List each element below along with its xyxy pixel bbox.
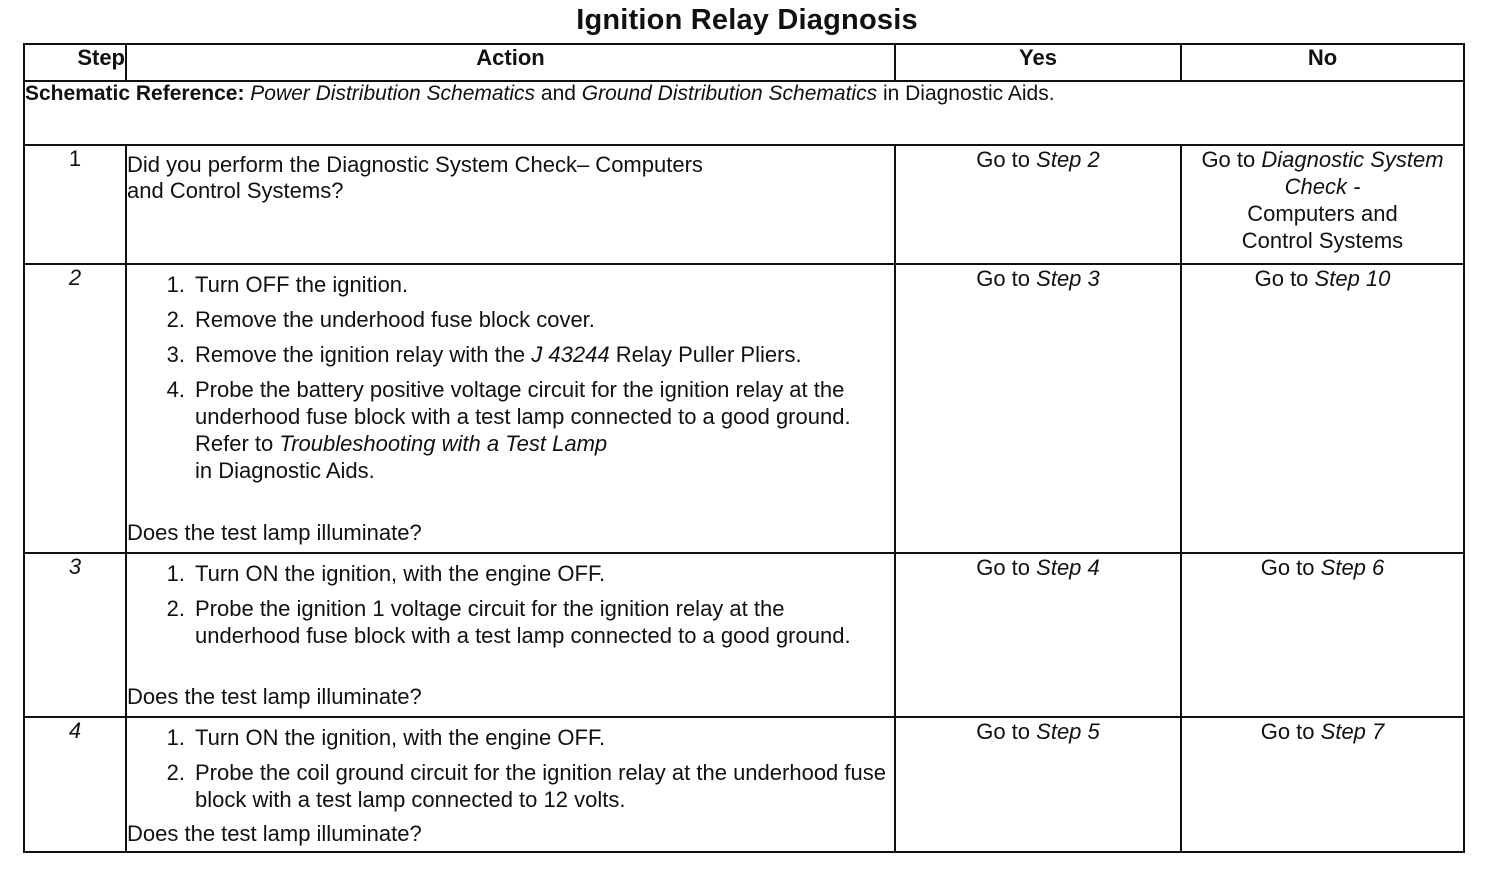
yes-step-ref: Step 4 [1036, 555, 1100, 580]
schematic-ref-ground: Ground Distribution Schematics [581, 82, 878, 105]
yes-prefix: Go to [976, 555, 1031, 580]
yes-cell [895, 264, 1181, 553]
schematic-label: Schematic Reference: [25, 82, 245, 105]
yes-cell [895, 553, 1181, 717]
table-row [24, 553, 1464, 717]
no-step-ref: Step 10 [1314, 266, 1391, 291]
no-prefix: Go to [1260, 719, 1315, 744]
yes-prefix: Go to [976, 719, 1031, 744]
list-item: 2. Probe the coil ground circuit for the ignition relay at the underhood fuse block with a test lamp connected to 12 volts. [166, 760, 886, 812]
schematic-row [24, 81, 1464, 145]
schematic-ref-power: Power Distribution Schematics [250, 82, 536, 105]
action-cell [126, 553, 895, 717]
action-cell [126, 717, 895, 852]
action-cell [126, 145, 895, 264]
no-prefix: Go to [1260, 555, 1315, 580]
step-number: 3 [24, 553, 126, 717]
list-item: 3. Remove the ignition relay with the J 43244 Relay Puller Pliers. [166, 342, 802, 367]
no-ref-rest: Computers and Control Systems [1241, 201, 1404, 253]
table-row [24, 717, 1464, 852]
list-item: 2. Probe the ignition 1 voltage circuit for the ignition relay at the underhood fuse block with a test lamp connected to a good ground. [166, 596, 851, 648]
action-line: and Control Systems? [127, 178, 344, 203]
list-item: 4. Probe the battery positive voltage circuit for the ignition relay at the underhood fuse block with a test lamp connected to a good ground. Refer to Troubleshooting with a Test Lamp in Diagnostic Aids. [166, 377, 851, 483]
list-item: 2. Remove the underhood fuse block cover. [166, 307, 595, 332]
list-item: 1. Turn ON the ignition, with the engine OFF. [166, 725, 606, 750]
question: Does the test lamp illuminate? [127, 821, 422, 846]
no-cell [1181, 553, 1464, 717]
diagnosis-table [23, 43, 1465, 853]
no-prefix: Go to [1201, 147, 1256, 172]
question: Does the test lamp illuminate? [127, 684, 422, 709]
header-action: Action [126, 44, 895, 81]
list-item: 1. Turn ON the ignition, with the engine OFF. [166, 561, 606, 586]
yes-cell [895, 717, 1181, 852]
table-row [24, 264, 1464, 553]
header-step: Step [24, 44, 126, 81]
step-number: 1 [24, 145, 126, 264]
schematic-and: and [540, 82, 576, 105]
yes-step-ref: Step 5 [1036, 719, 1100, 744]
no-cell [1181, 264, 1464, 553]
step-number: 4 [24, 717, 126, 852]
header-row [24, 44, 1464, 81]
header-yes: Yes [895, 44, 1181, 81]
yes-step-ref: Step 2 [1036, 147, 1100, 172]
action-cell [126, 264, 895, 553]
question: Does the test lamp illuminate? [127, 520, 422, 545]
table-row [24, 145, 1464, 264]
schematic-reference [24, 81, 1464, 145]
no-cell [1181, 717, 1464, 852]
no-cell [1181, 145, 1464, 264]
page-title: Ignition Relay Diagnosis [576, 4, 918, 36]
header-no: No [1181, 44, 1464, 81]
yes-step-ref: Step 3 [1036, 266, 1100, 291]
no-step-ref: Step 6 [1320, 555, 1385, 580]
no-ref: Diagnostic System Check - [1261, 147, 1444, 199]
schematic-tail: in Diagnostic Aids. [882, 82, 1055, 105]
yes-prefix: Go to [976, 266, 1031, 291]
step-number: 2 [24, 264, 126, 553]
no-prefix: Go to [1254, 266, 1309, 291]
action-line: Did you perform the Diagnostic System Check– Computers [127, 152, 703, 177]
yes-prefix: Go to [976, 147, 1031, 172]
list-item: 1. Turn OFF the ignition. [166, 272, 409, 297]
no-step-ref: Step 7 [1320, 719, 1385, 744]
yes-cell [895, 145, 1181, 264]
